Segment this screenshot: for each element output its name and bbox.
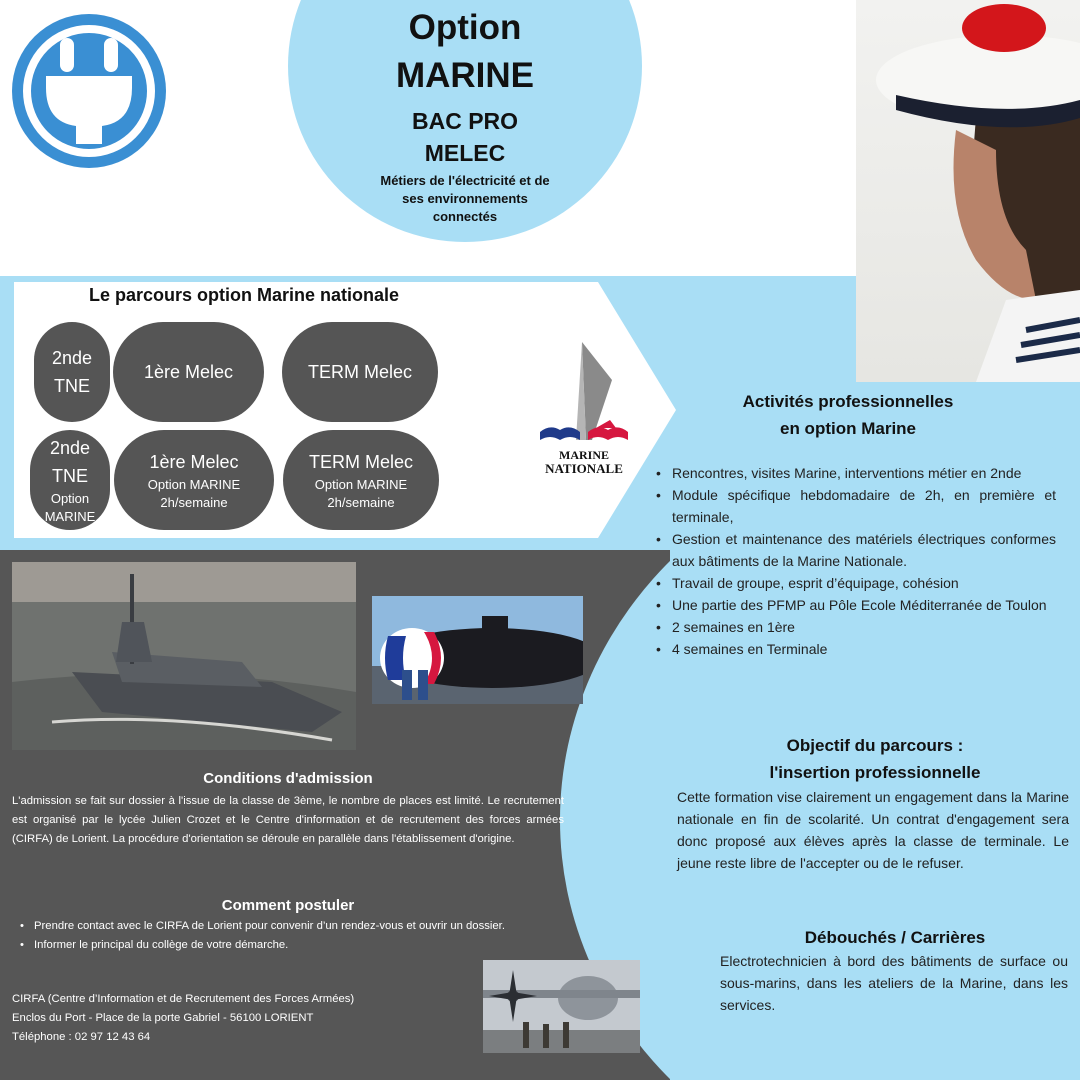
frigate-photo bbox=[12, 562, 356, 750]
pill-sublabel: MARINE bbox=[44, 509, 96, 524]
contact-line-cirfa: CIRFA (Centre d’Information et de Recrutement des Forces Armées) bbox=[12, 993, 355, 1005]
list-item: • Rencontres, visites Marine, interventions métier en 2nde bbox=[656, 462, 1056, 484]
list-item: • Travail de groupe, esprit d’équipage, cohésion bbox=[656, 572, 1056, 594]
activites-title-line1: Activités professionnelles bbox=[742, 392, 954, 411]
list-item: • Informer le principal du collège de votre démarche. bbox=[18, 937, 548, 954]
pill-sublabel: 2h/semaine bbox=[327, 495, 395, 510]
subtitle-bac-pro: BAC PRO bbox=[411, 108, 519, 134]
list-item: • 2 semaines en 1ère bbox=[656, 616, 1056, 638]
objectif-title-line2: l'insertion professionnelle bbox=[769, 763, 981, 782]
list-item: • Module spécifique hebdomadaire de 2h, en première et terminale, bbox=[656, 484, 1056, 528]
parcours-1ere-melec-option bbox=[114, 430, 274, 530]
pill-sublabel: 2h/semaine bbox=[160, 495, 228, 510]
parcours-term-melec bbox=[282, 322, 438, 422]
marine-logo-line2: NATIONALE bbox=[545, 461, 623, 476]
activites-title-line2: en option Marine bbox=[780, 419, 916, 438]
objectif-title bbox=[740, 732, 1010, 786]
aircraft-photo bbox=[483, 960, 640, 1053]
parcours-1ere-melec bbox=[113, 322, 264, 422]
postuler-list bbox=[18, 918, 548, 956]
pill-label: TNE bbox=[54, 376, 90, 396]
parcours-term-melec-option bbox=[283, 430, 439, 530]
activites-title bbox=[700, 388, 996, 442]
list-item: • Prendre contact avec le CIRFA de Lorient pour convenir d’un rendez-vous et ouvrir un dossier. bbox=[18, 918, 548, 935]
submarine-photo bbox=[372, 596, 583, 704]
list-item: • Une partie des PFMP au Pôle Ecole Méditerranée de Toulon bbox=[656, 594, 1056, 616]
list-item: • 4 semaines en Terminale bbox=[656, 638, 1056, 660]
marine-nationale-text bbox=[530, 448, 638, 476]
pill-sublabel: Option MARINE bbox=[147, 477, 241, 492]
title-marine: MARINE bbox=[395, 56, 535, 95]
conditions-text: L'admission se fait sur dossier à l'issue de la classe de 3ème, le nombre de places est limité. Le recrutement est organisé par le lycée Julien Crozet et le Centre d'information et de recrutement des forces armées (CIRFA) de Lorient. La procédure d'orientation se déroule en parallèle dans l'établissement d'origine. bbox=[12, 795, 564, 845]
contact-line-phone: Téléphone : 02 97 12 43 64 bbox=[12, 1031, 151, 1043]
objectif-text: Cette formation vise clairement un engagement dans la Marine nationale en fin de scolarité. Un contrat d'engagement sera donc proposé aux élèves après la classe de terminale. Le jeune reste libre de l'accepter ou de le refuser. bbox=[677, 789, 1069, 871]
pill-label: 2nde bbox=[51, 348, 93, 368]
debouches-title: Débouchés / Carrières bbox=[804, 928, 986, 947]
pill-sublabel: Option MARINE bbox=[314, 477, 408, 492]
parcours-title: Le parcours option Marine nationale bbox=[88, 285, 400, 305]
pill-label: 2nde bbox=[49, 438, 91, 458]
subtitle-description: Métiers de l'électricité et de ses environnements connectés bbox=[380, 173, 550, 224]
sailor-photo bbox=[856, 0, 1080, 382]
pill-label: TERM Melec bbox=[307, 362, 412, 382]
pill-sublabel: Option bbox=[50, 491, 90, 506]
list-item: • Gestion et maintenance des matériels électriques conformes aux bâtiments de la Marine Nationale. bbox=[656, 528, 1056, 572]
pill-label: TERM Melec bbox=[308, 452, 413, 472]
objectif-title-line1: Objectif du parcours : bbox=[786, 736, 964, 755]
postuler-title: Comment postuler bbox=[221, 897, 355, 914]
debouches-text: Electrotechnicien à bord des bâtiments de surface ou sous-marins, dans les ateliers de la Marine, dans les services. bbox=[720, 953, 1068, 1013]
activites-list bbox=[656, 462, 1056, 660]
marine-logo-line1: MARINE bbox=[559, 448, 609, 462]
plug-icon bbox=[12, 14, 166, 168]
parcours-2nde-tne-option bbox=[30, 430, 110, 530]
pill-label: 1ère Melec bbox=[143, 362, 234, 382]
pill-label: TNE bbox=[52, 466, 88, 486]
conditions-title: Conditions d'admission bbox=[203, 770, 373, 787]
contact-block bbox=[12, 990, 482, 1047]
parcours-2nde-tne bbox=[34, 322, 110, 422]
subtitle-melec: MELEC bbox=[424, 140, 506, 166]
title-option: Option bbox=[408, 8, 522, 47]
contact-line-address: Enclos du Port - Place de la porte Gabriel - 56100 LORIENT bbox=[12, 1012, 314, 1024]
pill-label: 1ère Melec bbox=[149, 452, 239, 472]
